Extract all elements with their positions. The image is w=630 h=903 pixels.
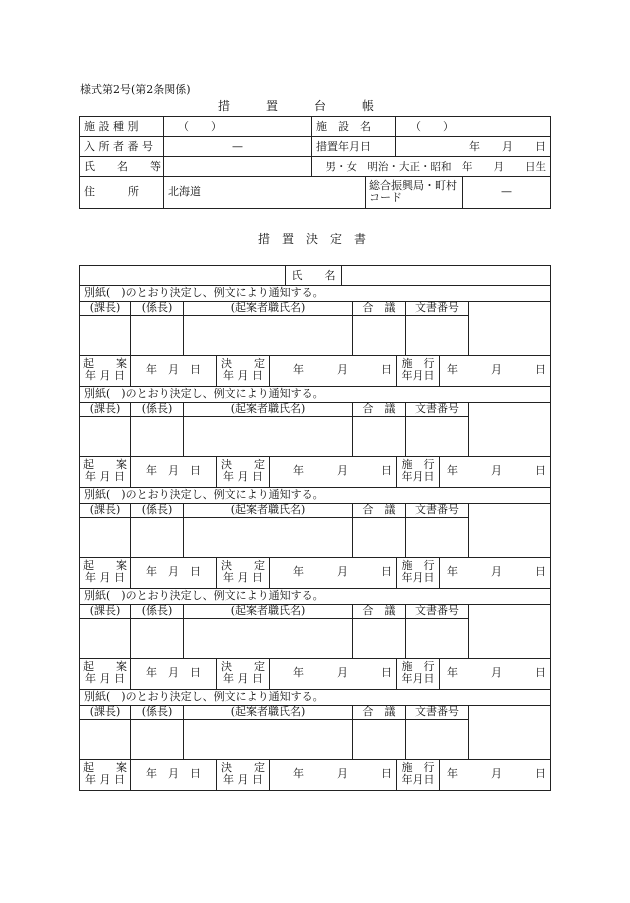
label-shiko-date [397, 355, 440, 386]
value-kian-date[interactable]: 年 月 日 [131, 355, 217, 386]
header-kacho: (課長) [80, 301, 131, 315]
label-kian-line1: 起 案 [83, 559, 127, 573]
approval-grid-1 [79, 301, 551, 356]
header-gogi: 合 議 [353, 705, 406, 719]
header-kacho: (課長) [80, 402, 131, 416]
label-shinko-code [366, 176, 463, 208]
header-bunsho: 文書番号 [406, 301, 469, 315]
header-gogi: 合 議 [353, 503, 406, 517]
label-shiko-date [397, 658, 440, 689]
header-bunsho: 文書番号 [406, 705, 469, 719]
label-shiko-line2: 年月日 [401, 470, 435, 484]
seal-kakaricho[interactable] [131, 618, 184, 658]
header-bunsho: 文書番号 [406, 402, 469, 416]
label-kettei-date [217, 658, 270, 689]
label-shiko-line1: 施 行 [401, 357, 435, 371]
bunsho-side-blank [469, 301, 551, 355]
seal-kacho[interactable] [80, 315, 131, 355]
header-gogi: 合 議 [353, 402, 406, 416]
value-shiko-date[interactable]: 年 月 日 [440, 759, 551, 790]
value-kettei-date[interactable]: 年 月 日 [270, 557, 397, 588]
label-kian-line2: 年 月 日 [85, 773, 125, 787]
label-kettei-line1: 決 定 [221, 458, 265, 472]
label-kian-line2: 年 月 日 [85, 470, 125, 484]
decision-block-5 [79, 689, 551, 706]
value-shiko-date[interactable]: 年 月 日 [440, 557, 551, 588]
header-kakaricho: (係長) [131, 604, 184, 618]
name-value[interactable] [342, 266, 551, 286]
ledger-table [79, 116, 551, 177]
label-nyusho-bango: 入 所 者 番 号 [80, 137, 164, 157]
seal-kacho[interactable] [80, 517, 131, 557]
notice-text: 別紙( )のとおり決定し、例文により通知する。 [80, 285, 551, 301]
value-bunsho[interactable] [406, 719, 469, 759]
seal-kakaricho[interactable] [131, 517, 184, 557]
label-shiko-date [397, 759, 440, 790]
value-kettei-date[interactable]: 年 月 日 [270, 759, 397, 790]
label-kettei-line2: 年 月 日 [223, 571, 263, 585]
label-kettei-line1: 決 定 [221, 761, 265, 775]
label-kian-line1: 起 案 [83, 761, 127, 775]
value-kettei-date[interactable]: 年 月 日 [270, 456, 397, 487]
seal-gogi[interactable] [353, 618, 406, 658]
date-row-2 [79, 456, 551, 488]
notice-text: 別紙( )のとおり決定し、例文により通知する。 [80, 487, 551, 503]
label-kettei-line2: 年 月 日 [223, 672, 263, 686]
value-bunsho[interactable] [406, 618, 469, 658]
approval-grid-5 [79, 705, 551, 760]
label-kettei-line1: 決 定 [221, 559, 265, 573]
name-label: 氏 名 [286, 266, 342, 286]
value-bunsho[interactable] [406, 517, 469, 557]
header-kacho: (課長) [80, 503, 131, 517]
bunsho-side-blank [469, 705, 551, 759]
approval-grid-3 [79, 503, 551, 558]
value-bunsho[interactable] [406, 315, 469, 355]
seal-kian-name[interactable] [184, 719, 353, 759]
label-shiko-line1: 施 行 [401, 660, 435, 674]
header-kian-name: (起案者職氏名) [184, 402, 353, 416]
date-row-4 [79, 658, 551, 690]
seal-kian-name[interactable] [184, 618, 353, 658]
seal-gogi[interactable] [353, 517, 406, 557]
label-kian-line1: 起 案 [83, 458, 127, 472]
header-kian-name: (起案者職氏名) [184, 503, 353, 517]
form-number: 様式第2号(第2条関係) [80, 83, 191, 96]
label-shiko-line2: 年月日 [401, 672, 435, 686]
seal-kian-name[interactable] [184, 315, 353, 355]
label-kian-line2: 年 月 日 [85, 571, 125, 585]
notice-text: 別紙( )のとおり決定し、例文により通知する。 [80, 386, 551, 402]
value-jusho[interactable]: 北海道 [164, 176, 366, 208]
seal-gogi[interactable] [353, 416, 406, 456]
label-kettei-line2: 年 月 日 [223, 773, 263, 787]
label-kettei-line2: 年 月 日 [223, 369, 263, 383]
header-kian-name: (起案者職氏名) [184, 705, 353, 719]
ledger-address-table [79, 176, 551, 209]
value-kettei-date[interactable]: 年 月 日 [270, 658, 397, 689]
label-kettei-date [217, 557, 270, 588]
date-row-5 [79, 759, 551, 791]
value-sochi-date[interactable]: 年 月 日 [396, 137, 551, 157]
header-kakaricho: (係長) [131, 402, 184, 416]
value-bunsho[interactable] [406, 416, 469, 456]
notice-text: 別紙( )のとおり決定し、例文により通知する。 [80, 588, 551, 604]
label-kettei-date [217, 355, 270, 386]
decision-name-table [79, 265, 551, 286]
approval-grid-2 [79, 402, 551, 457]
value-sex-birth[interactable]: 男・女 明治・大正・昭和 年 月 日生 [312, 157, 551, 177]
seal-gogi[interactable] [353, 719, 406, 759]
bunsho-side-blank [469, 402, 551, 456]
label-kian-line1: 起 案 [83, 660, 127, 674]
label-shiko-line1: 施 行 [401, 458, 435, 472]
date-row-1 [79, 355, 551, 387]
value-shiko-date[interactable]: 年 月 日 [440, 658, 551, 689]
header-kakaricho: (係長) [131, 301, 184, 315]
label-kian-date [80, 759, 131, 790]
date-row-3 [79, 557, 551, 589]
notice-text: 別紙( )のとおり決定し、例文により通知する。 [80, 689, 551, 705]
label-kian-date [80, 355, 131, 386]
name-blank [80, 266, 286, 286]
value-kettei-date[interactable]: 年 月 日 [270, 355, 397, 386]
value-kian-date[interactable]: 年 月 日 [131, 658, 217, 689]
seal-kacho[interactable] [80, 618, 131, 658]
header-gogi: 合 議 [353, 301, 406, 315]
value-shisetsu-mei[interactable]: （ ） [396, 117, 551, 137]
value-shinko-code[interactable]: — [463, 176, 551, 208]
label-shinko-code-line2: コード [369, 190, 402, 204]
label-shiko-line2: 年月日 [401, 773, 435, 787]
label-jusho: 住 所 [80, 176, 164, 208]
label-kian-date [80, 557, 131, 588]
label-kian-line2: 年 月 日 [85, 672, 125, 686]
decision-block-1 [79, 285, 551, 302]
decision-title: 措 置 決 定 書 [258, 232, 367, 246]
seal-kakaricho[interactable] [131, 315, 184, 355]
label-shiko-date [397, 456, 440, 487]
value-shimei[interactable] [164, 157, 312, 177]
header-kakaricho: (係長) [131, 503, 184, 517]
decision-block-4 [79, 588, 551, 605]
approval-grid-4 [79, 604, 551, 659]
label-shiko-line1: 施 行 [401, 559, 435, 573]
label-shinko-code-line1: 総合振興局・町村 [369, 178, 457, 192]
label-kian-date [80, 658, 131, 689]
seal-kian-name[interactable] [184, 416, 353, 456]
seal-kakaricho[interactable] [131, 416, 184, 456]
ledger-title: 措 置 台 帳 [218, 99, 375, 113]
seal-kacho[interactable] [80, 719, 131, 759]
decision-block-2 [79, 386, 551, 403]
seal-kian-name[interactable] [184, 517, 353, 557]
header-bunsho: 文書番号 [406, 503, 469, 517]
label-kian-line2: 年 月 日 [85, 369, 125, 383]
label-shimei: 氏 名 等 [80, 157, 164, 177]
seal-kakaricho[interactable] [131, 719, 184, 759]
header-kian-name: (起案者職氏名) [184, 604, 353, 618]
value-shiko-date[interactable]: 年 月 日 [440, 355, 551, 386]
label-kian-line1: 起 案 [83, 357, 127, 371]
seal-kacho[interactable] [80, 416, 131, 456]
label-kettei-line1: 決 定 [221, 357, 265, 371]
header-kacho: (課長) [80, 705, 131, 719]
label-shisetsu-shubetsu: 施 設 種 別 [80, 117, 164, 137]
label-shiko-date [397, 557, 440, 588]
label-kettei-line2: 年 月 日 [223, 470, 263, 484]
label-kettei-line1: 決 定 [221, 660, 265, 674]
label-shiko-line2: 年月日 [401, 571, 435, 585]
value-kian-date[interactable]: 年 月 日 [131, 759, 217, 790]
value-kian-date[interactable]: 年 月 日 [131, 456, 217, 487]
seal-gogi[interactable] [353, 315, 406, 355]
value-shisetsu-shubetsu[interactable]: （ ） [164, 117, 312, 137]
label-shiko-line1: 施 行 [401, 761, 435, 775]
header-gogi: 合 議 [353, 604, 406, 618]
value-shiko-date[interactable]: 年 月 日 [440, 456, 551, 487]
header-bunsho: 文書番号 [406, 604, 469, 618]
header-kakaricho: (係長) [131, 705, 184, 719]
label-shiko-line2: 年月日 [401, 369, 435, 383]
label-shisetsu-mei: 施 設 名 [312, 117, 396, 137]
header-kacho: (課長) [80, 604, 131, 618]
bunsho-side-blank [469, 604, 551, 658]
label-kian-date [80, 456, 131, 487]
label-kettei-date [217, 456, 270, 487]
label-kettei-date [217, 759, 270, 790]
header-kian-name: (起案者職氏名) [184, 301, 353, 315]
value-nyusho-bango[interactable]: — [164, 137, 312, 157]
label-sochi-date: 措置年月日 [312, 137, 396, 157]
value-kian-date[interactable]: 年 月 日 [131, 557, 217, 588]
decision-block-3 [79, 487, 551, 504]
bunsho-side-blank [469, 503, 551, 557]
